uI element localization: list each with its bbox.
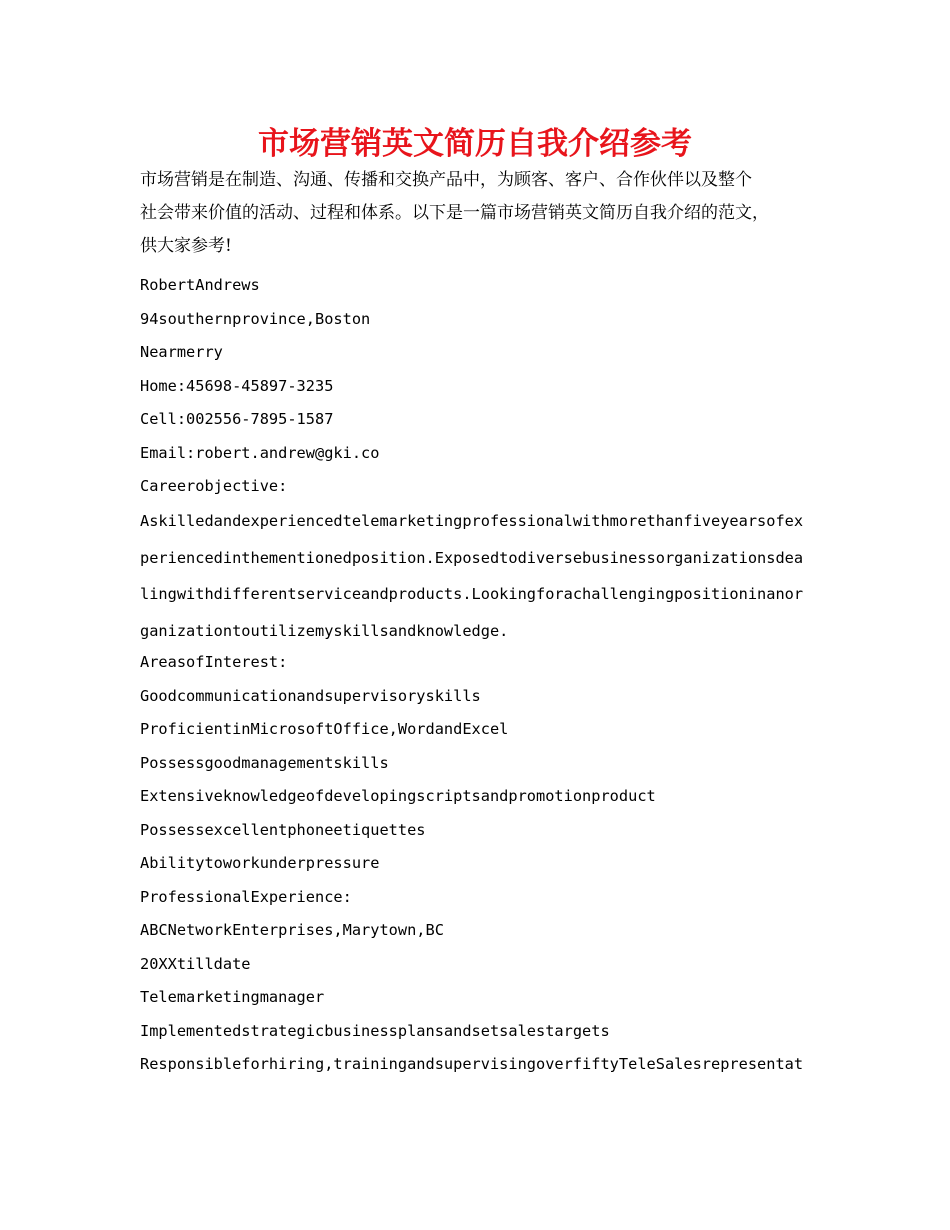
objective-line: lingwithdifferentserviceandproducts.Lookingforachallengingpositioninanor	[140, 585, 804, 603]
list-item: Telemarketingmanager	[140, 988, 325, 1006]
contact-name: RobertAndrews	[140, 276, 260, 294]
contact-home-phone: Home:45698-45897-3235	[140, 376, 334, 395]
intro-line: 供大家参考!	[140, 236, 232, 256]
objective-line: periencedinthementionedposition.Exposedtodiversebusinessorganizationsdea	[140, 548, 804, 567]
contact-cell-phone: Cell:002556-7895-1587	[140, 410, 334, 428]
contact-block	[140, 269, 830, 504]
contact-email: Email:robert.andrew@gki.co	[140, 443, 380, 462]
list-item: Extensiveknowledgeofdevelopingscriptsandpromotionproduct	[140, 787, 656, 805]
intro-line: 市场营销是在制造、沟通、传播和交换产品中，为顾客、客户、合作伙伴以及整个	[140, 170, 752, 190]
list-item: ABCNetworkEnterprises,Marytown,BC	[140, 921, 444, 939]
section-heading: ProfessionalExperience:	[140, 887, 352, 906]
document-title: 市场营销英文简历自我介绍参考	[258, 126, 692, 162]
details-block	[140, 646, 830, 1082]
list-item: Goodcommunicationandsupervisoryskills	[140, 686, 481, 705]
contact-address: 94southernprovince,Boston	[140, 309, 371, 328]
list-item: ProficientinMicrosoftOffice,WordandExcel	[140, 720, 509, 738]
objective-line: Askilledandexperiencedtelemarketingprofessionalwithmorethanfiveyearsofex	[140, 512, 804, 530]
section-heading: AreasofInterest:	[140, 653, 288, 671]
list-item: Possessgoodmanagementskills	[140, 753, 389, 772]
contact-location: Nearmerry	[140, 343, 223, 361]
list-item: 20XXtilldate	[140, 954, 251, 973]
list-item: Implementedstrategicbusinessplansandsetsalestargets	[140, 1021, 610, 1040]
list-item: Abilitytoworkunderpressure	[140, 854, 380, 872]
section-heading: Careerobjective:	[140, 477, 288, 495]
list-item: Responsibleforhiring,trainingandsupervisingoverfiftyTeleSalesrepresentat	[140, 1055, 804, 1073]
objective-line: ganizationtoutilizemyskillsandknowledge.	[140, 621, 509, 640]
intro-line: 社会带来价值的活动、过程和体系。以下是一篇市场营销英文简历自我介绍的范文，	[140, 203, 769, 223]
career-objective-paragraph	[140, 503, 830, 649]
list-item: Possessexcellentphoneetiquettes	[140, 820, 426, 839]
intro-paragraph	[140, 164, 830, 263]
